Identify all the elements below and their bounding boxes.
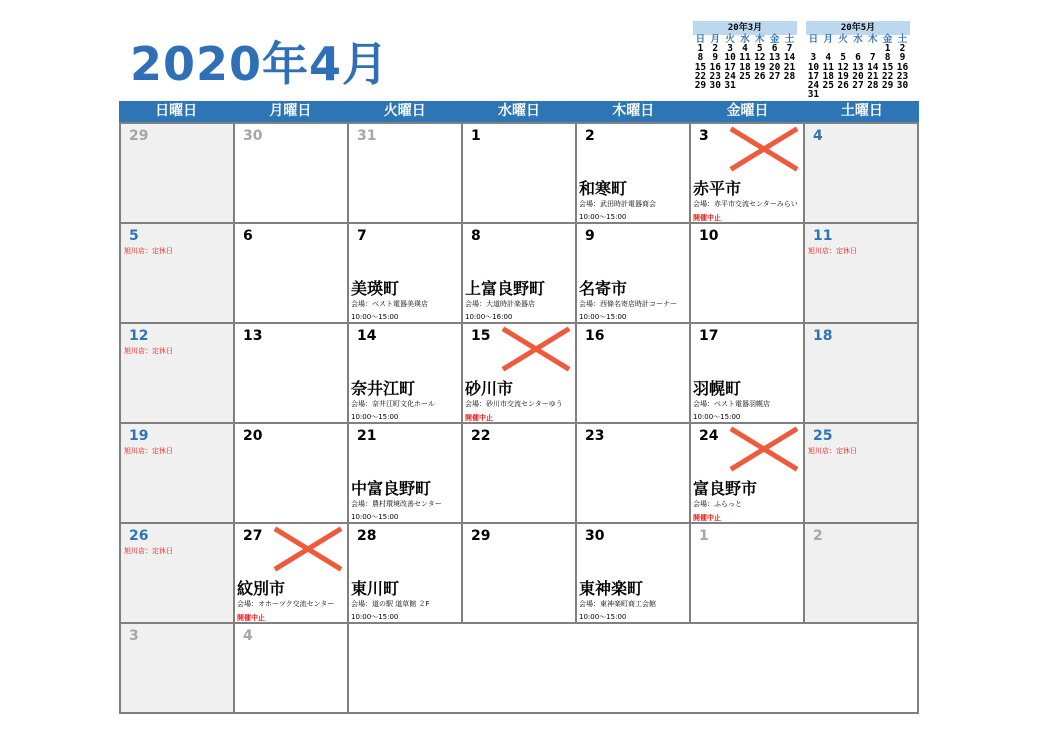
mini-day: 25 (739, 70, 751, 82)
holiday-note: 旭川店：定休日 (124, 447, 173, 455)
mini-day: 31 (724, 79, 736, 91)
day-number: 13 (243, 328, 263, 344)
event-city: 和寒町 (579, 179, 628, 198)
day-cell (577, 324, 691, 424)
weekday-header: 月曜日 (269, 103, 312, 119)
mini-day: 23 (709, 70, 721, 82)
mini-day: 5 (840, 52, 846, 64)
day-cell (691, 324, 805, 424)
mini-day: 9 (899, 52, 906, 64)
day-cell (235, 624, 349, 714)
day-cell (463, 524, 577, 624)
event-time: 10:00～15:00 (351, 413, 399, 421)
holiday-note: 旭川店：定休日 (124, 247, 173, 255)
day-number: 24 (699, 428, 719, 444)
event-venue: 会場：西條名寄店時計コーナー (579, 300, 677, 308)
day-cell (121, 424, 235, 524)
day-number: 31 (357, 128, 377, 144)
event-city: 美瑛町 (351, 279, 400, 298)
mini-calendar-prev (693, 21, 797, 90)
mini-day: 30 (896, 79, 909, 91)
event-city: 砂川市 (465, 379, 514, 398)
day-cell (121, 524, 235, 624)
event-city: 東神楽町 (579, 579, 644, 598)
day-cell (691, 424, 805, 524)
mini-weekday: 木 (868, 34, 878, 45)
day-number: 23 (585, 428, 605, 444)
day-number: 27 (243, 528, 263, 544)
mini-day: 31 (807, 89, 820, 101)
day-cell (235, 224, 349, 324)
day-cell (349, 124, 463, 224)
mini-day: 30 (709, 79, 721, 91)
event-city: 奈井江町 (351, 379, 416, 398)
calendar (119, 101, 919, 714)
mini-weekday: 火 (725, 34, 735, 45)
event-cancelled-note: 開催中止 (693, 214, 721, 222)
day-cell (235, 524, 349, 624)
mini-day: 24 (724, 70, 736, 82)
day-number: 7 (357, 228, 367, 244)
event-city: 富良野市 (693, 479, 758, 498)
event-venue: 会場：砂川市交流センターゆう (465, 400, 563, 408)
mini-weekday: 日 (808, 34, 819, 45)
day-number: 21 (357, 428, 377, 444)
day-number: 3 (129, 628, 139, 644)
mini-weekday: 土 (784, 34, 795, 45)
day-number: 18 (813, 328, 833, 344)
holiday-note: 旭川店：定休日 (808, 447, 857, 455)
day-number: 26 (129, 528, 149, 544)
event-city: 中富良野町 (351, 479, 432, 498)
day-number: 29 (129, 128, 149, 144)
weekday-header: 金曜日 (726, 103, 769, 119)
mini-weekday: 水 (853, 34, 863, 45)
mini-day: 14 (867, 61, 879, 73)
event-venue: 会場：ふらっと (693, 500, 742, 508)
mini-day: 17 (724, 61, 736, 73)
event-time: 10:00～15:00 (351, 313, 399, 321)
mini-day: 19 (837, 70, 849, 82)
mini-calendar-next (806, 21, 910, 99)
event-cancelled-note: 開催中止 (237, 614, 265, 622)
day-number: 9 (585, 228, 595, 244)
day-number: 12 (129, 328, 149, 344)
day-cell (691, 224, 805, 324)
day-number: 4 (813, 128, 823, 144)
mini-day: 13 (852, 61, 864, 73)
day-number: 1 (471, 128, 481, 144)
mini-day: 10 (724, 52, 736, 64)
day-cell (349, 424, 463, 524)
event-venue: 会場：オホーツク交流センター (237, 600, 335, 608)
mini-day: 15 (881, 61, 894, 73)
mini-day: 27 (852, 79, 864, 91)
mini-weekday: 日 (695, 34, 706, 45)
event-city: 紋別市 (237, 579, 286, 598)
day-cell (235, 124, 349, 224)
mini-day: 11 (739, 52, 751, 64)
day-cell (805, 324, 919, 424)
mini-day: 13 (768, 52, 781, 64)
mini-calendar-title: 20年3月 (693, 21, 797, 35)
mini-weekday: 月 (823, 34, 834, 45)
weekday-header: 日曜日 (155, 103, 198, 119)
mini-day: 19 (754, 61, 766, 73)
mini-day: 4 (742, 43, 748, 55)
mini-day: 5 (756, 43, 763, 55)
day-cell (577, 124, 691, 224)
holiday-note: 旭川店：定休日 (124, 347, 173, 355)
day-number: 2 (585, 128, 595, 144)
day-cell (349, 224, 463, 324)
event-venue: 会場：ベスト電器羽幌店 (693, 400, 770, 408)
day-cell (235, 424, 349, 524)
weekday-header: 水曜日 (497, 103, 540, 119)
mini-day: 21 (783, 61, 796, 73)
day-number: 28 (357, 528, 377, 544)
day-cell (691, 124, 805, 224)
event-venue: 会場：農村環境改善センター (351, 500, 442, 508)
mini-day: 17 (807, 70, 820, 82)
day-cell (577, 224, 691, 324)
mini-weekday: 土 (897, 34, 908, 45)
day-number: 19 (129, 428, 149, 444)
mini-weekday: 火 (838, 34, 848, 45)
mini-weekday: 水 (740, 34, 750, 45)
day-cell (121, 624, 235, 714)
mini-day: 7 (786, 43, 793, 55)
page-title: 2020年4月 (130, 37, 390, 91)
mini-calendar-grid (806, 35, 910, 99)
event-time: 10:00～15:00 (693, 413, 741, 421)
event-cancelled-note: 開催中止 (465, 414, 493, 422)
day-cell (235, 324, 349, 424)
mini-calendar-grid (693, 35, 797, 90)
day-cell (349, 524, 463, 624)
mini-day: 3 (810, 52, 817, 64)
day-cell (463, 124, 577, 224)
mini-day: 28 (783, 70, 796, 82)
mini-day: 24 (807, 79, 820, 91)
day-number: 10 (699, 228, 719, 244)
day-cell (463, 324, 577, 424)
mini-day: 2 (899, 43, 906, 55)
mini-weekday: 木 (755, 34, 765, 45)
day-cell (121, 124, 235, 224)
day-number: 4 (243, 628, 253, 644)
mini-day: 16 (709, 61, 721, 73)
weekday-header: 火曜日 (383, 103, 426, 119)
empty-area (349, 624, 919, 714)
day-cell (805, 224, 919, 324)
day-cell (805, 124, 919, 224)
mini-day: 22 (694, 70, 707, 82)
event-venue: 会場：赤平市交流センターみらい (693, 200, 798, 208)
event-venue: 会場：道の駅 道草館 ２F (351, 600, 430, 608)
event-time: 10:00～15:00 (579, 213, 627, 221)
day-cell (121, 224, 235, 324)
day-cell (805, 524, 919, 624)
event-city: 名寄市 (579, 279, 628, 298)
mini-day: 18 (739, 61, 751, 73)
day-cell (121, 324, 235, 424)
mini-weekday: 月 (710, 34, 721, 45)
mini-day: 10 (807, 61, 820, 73)
day-number: 17 (699, 328, 719, 344)
event-venue: 会場：奈井江町文化ホール (351, 400, 435, 408)
mini-day: 29 (694, 79, 707, 91)
day-number: 25 (813, 428, 833, 444)
event-venue: 会場：東神楽町商工会館 (579, 600, 656, 608)
day-number: 30 (585, 528, 605, 544)
mini-day: 25 (822, 79, 834, 91)
event-city: 東川町 (351, 579, 400, 598)
day-number: 2 (813, 528, 823, 544)
event-time: 10:00～15:00 (579, 613, 627, 621)
mini-day: 20 (768, 61, 781, 73)
event-venue: 会場：大道時計楽器店 (465, 300, 535, 308)
cancel-x-icon (729, 426, 799, 472)
holiday-note: 旭川店：定休日 (808, 247, 857, 255)
day-number: 16 (585, 328, 605, 344)
mini-day: 27 (768, 70, 781, 82)
mini-day: 15 (694, 61, 707, 73)
event-city: 赤平市 (693, 179, 742, 198)
mini-weekday: 金 (882, 34, 893, 45)
event-time: 10:00～15:00 (579, 313, 627, 321)
event-time: 10:00～15:00 (351, 513, 399, 521)
event-time: 10:00～16:00 (465, 313, 513, 321)
event-venue: 会場：ベスト電器美瑛店 (351, 300, 428, 308)
day-number: 6 (243, 228, 253, 244)
day-cell (577, 524, 691, 624)
mini-weekday: 金 (769, 34, 780, 45)
day-number: 3 (699, 128, 709, 144)
mini-day: 29 (881, 79, 894, 91)
day-cell (349, 324, 463, 424)
mini-day: 8 (697, 52, 704, 64)
mini-day: 7 (869, 52, 876, 64)
mini-day: 26 (754, 70, 766, 82)
calendar-grid (119, 122, 919, 714)
day-number: 5 (129, 228, 139, 244)
mini-day: 20 (852, 70, 864, 82)
day-number: 22 (471, 428, 491, 444)
event-city: 羽幌町 (693, 379, 742, 398)
mini-day: 16 (896, 61, 909, 73)
day-number: 15 (471, 328, 491, 344)
holiday-note: 旭川店：定休日 (124, 547, 173, 555)
day-cell (691, 524, 805, 624)
mini-day: 18 (822, 70, 834, 82)
mini-day: 9 (712, 52, 719, 64)
mini-day: 6 (771, 43, 778, 55)
cancel-x-icon (729, 126, 799, 172)
mini-day: 23 (896, 70, 909, 82)
mini-day: 1 (697, 43, 704, 55)
cancel-x-icon (501, 326, 571, 372)
day-cell (805, 424, 919, 524)
mini-day: 22 (881, 70, 894, 82)
mini-day: 4 (825, 52, 832, 64)
mini-day: 21 (867, 70, 879, 82)
day-number: 20 (243, 428, 263, 444)
mini-day: 26 (837, 79, 849, 91)
event-city: 上富良野町 (465, 279, 546, 298)
weekday-header-row (119, 101, 919, 122)
mini-calendar-title: 20年5月 (806, 21, 910, 35)
weekday-header: 木曜日 (612, 103, 655, 119)
mini-day: 11 (822, 61, 834, 73)
mini-day: 28 (867, 79, 879, 91)
weekday-header: 土曜日 (840, 103, 883, 119)
mini-day: 3 (727, 43, 733, 55)
mini-day: 14 (783, 52, 796, 64)
mini-day: 12 (837, 61, 849, 73)
day-cell (463, 424, 577, 524)
event-venue: 会場：武田時計電器商会 (579, 200, 656, 208)
mini-day: 8 (884, 52, 891, 64)
day-number: 30 (243, 128, 263, 144)
mini-day: 6 (855, 52, 861, 64)
day-number: 8 (471, 228, 481, 244)
mini-day: 2 (712, 43, 719, 55)
day-number: 11 (813, 228, 833, 244)
day-number: 29 (471, 528, 491, 544)
day-number: 14 (357, 328, 377, 344)
day-number: 1 (699, 528, 709, 544)
day-cell (577, 424, 691, 524)
cancel-x-icon (273, 526, 343, 572)
day-cell (463, 224, 577, 324)
mini-day: 12 (754, 52, 766, 64)
event-time: 10:00～15:00 (351, 613, 399, 621)
mini-day: 1 (884, 43, 891, 55)
event-cancelled-note: 開催中止 (693, 514, 721, 522)
